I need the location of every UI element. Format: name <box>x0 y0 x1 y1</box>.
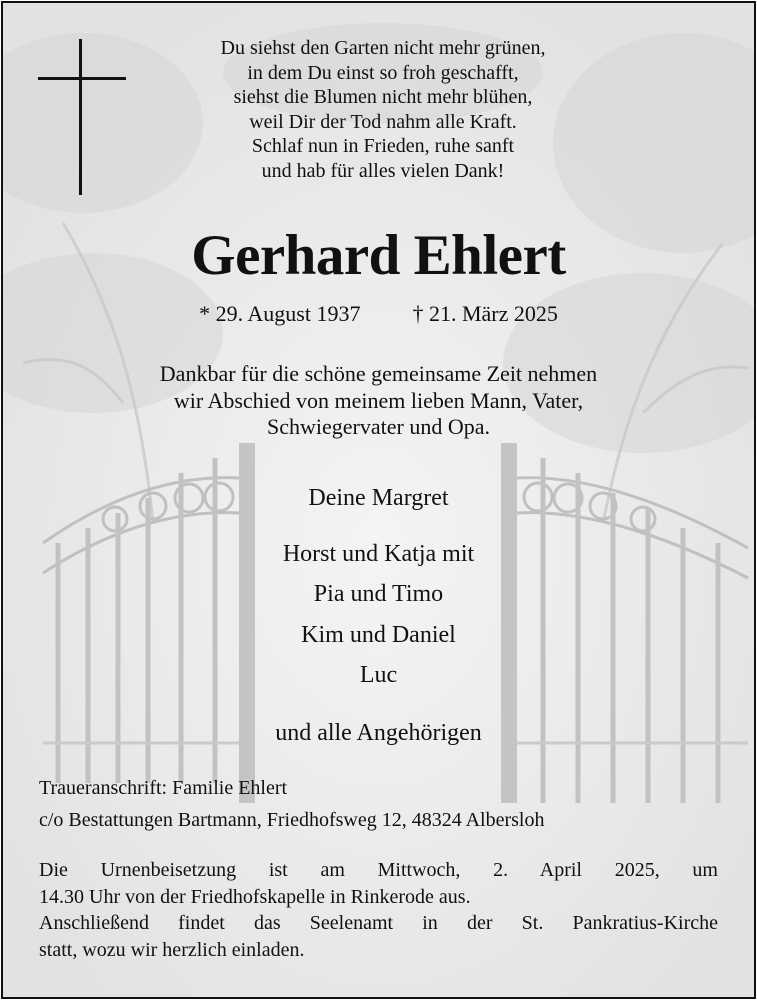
poem <box>153 36 613 183</box>
mourning-address: c/o Bestattungen Bartmann, Friedhofsweg 12, 48324 Albersloh <box>39 809 545 831</box>
burial-info <box>39 857 718 963</box>
family-relatives: und alle Angehörigen <box>275 720 482 746</box>
death-date: † 21. März 2025 <box>412 301 558 326</box>
family-child: Luc <box>359 662 398 688</box>
family-wife: Deine Margret <box>308 485 449 511</box>
poem-line: Du siehst den Garten nicht mehr grünen, <box>220 37 546 59</box>
poem-line: siehst die Blumen nicht mehr blühen, <box>233 86 533 108</box>
burial-line: Die Urnenbeisetzung ist am Mittwoch, 2. April 2025, um <box>39 859 718 881</box>
burial-line: 14.30 Uhr von der Friedhofskapelle in Rinkerode aus. <box>39 885 471 908</box>
thanks-line: Dankbar für die schöne gemeinsame Zeit nehmen <box>159 361 598 386</box>
poem-line: weil Dir der Tod nahm alle Kraft. <box>249 110 517 133</box>
obituary-notice <box>1 1 756 999</box>
life-dates <box>3 300 754 328</box>
deceased-name: Gerhard Ehlert <box>191 224 566 287</box>
burial-line: statt, wozu wir herzlich einladen. <box>39 938 305 961</box>
poem-line: Schlaf nun in Frieden, ruhe sanft <box>251 135 515 157</box>
thanks-text <box>63 361 694 441</box>
mourning-address-label: Traueranschrift: Familie Ehlert <box>39 777 288 799</box>
burial-line: Anschließend findet das Seelenamt in der St. Pankratius-Kirche <box>39 912 718 934</box>
poem-line: und hab für alles vielen Dank! <box>261 159 505 182</box>
family-child: Pia und Timo <box>313 581 444 607</box>
poem-line: in dem Du einst so froh geschafft, <box>247 61 519 84</box>
birth-date: * 29. August 1937 <box>199 301 361 326</box>
thanks-line: wir Abschied von meinem lieben Mann, Vater, <box>173 387 584 413</box>
family-child: Horst und Katja mit <box>282 541 475 567</box>
thanks-line: Schwiegervater und Opa. <box>267 414 490 439</box>
family-child: Kim und Daniel <box>301 622 456 648</box>
